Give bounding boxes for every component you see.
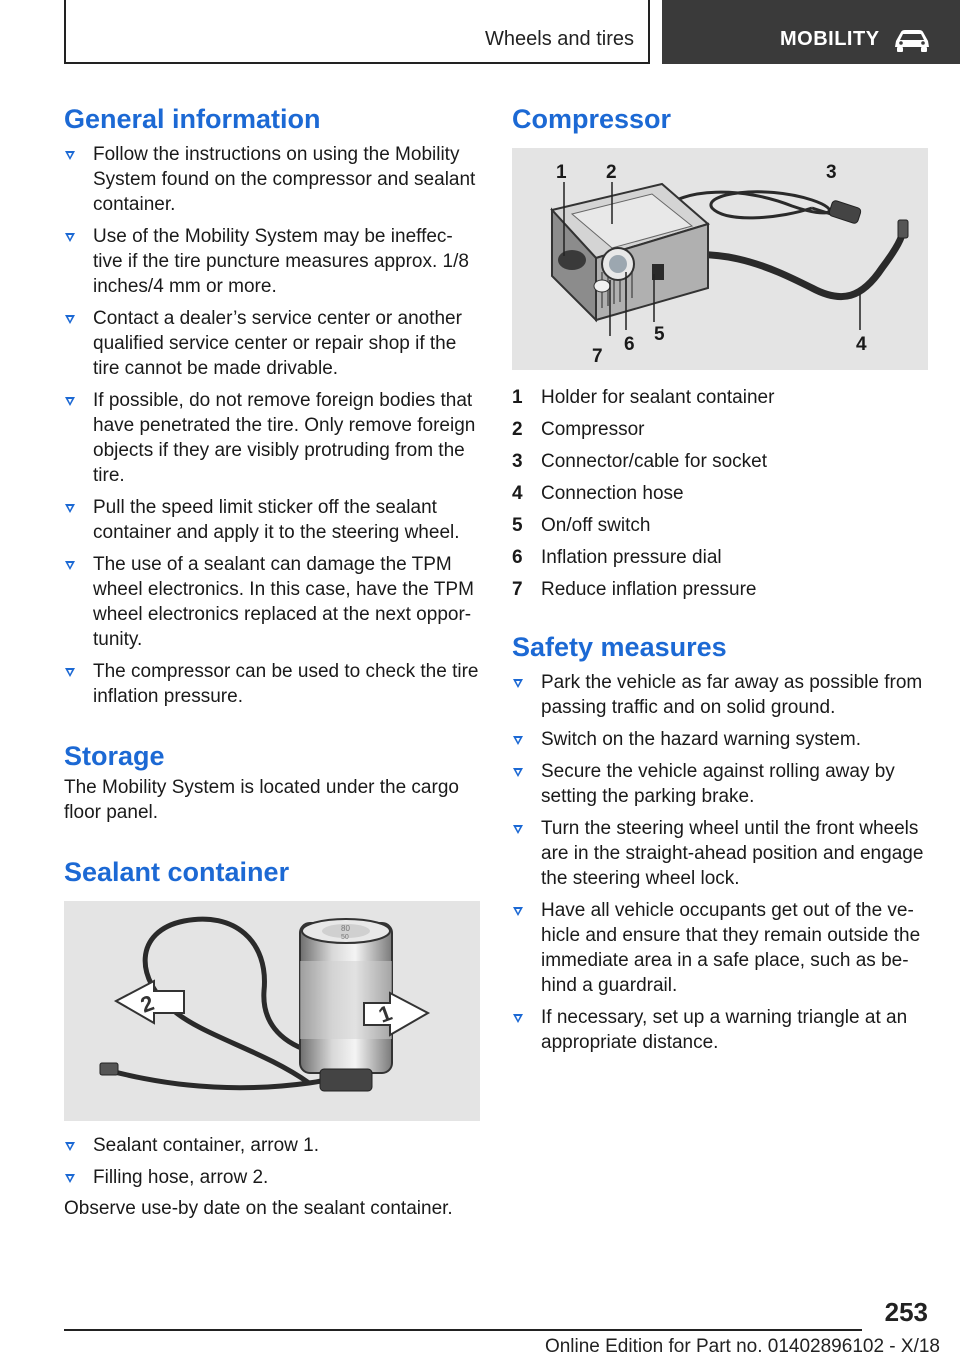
list-item: If possible, do not remove foreign bodies that have penetrated the tire. Only remove foreign objects if they are visibly protruding from the tire. — [64, 388, 480, 488]
legend-row: 3 Connector/cable for socket — [512, 451, 768, 472]
compressor-heading: Compressor — [512, 104, 672, 134]
left-column — [64, 100, 480, 1221]
compressor-figure-label-1: 1 — [556, 162, 567, 183]
general-information-list — [64, 142, 480, 709]
list-item: Use of the Mobility System may be ineffec-tive if the tire puncture measures approx. 1/8 inches/4 mm or more. — [64, 224, 480, 299]
bullet-triangle-icon — [65, 561, 75, 570]
bullet-triangle-icon — [65, 668, 75, 677]
figure-label-1: 1 — [375, 1000, 396, 1028]
car-icon — [892, 27, 932, 53]
page-number: 253 — [884, 1297, 928, 1327]
sealant-container-list — [64, 1133, 480, 1190]
bullet-triangle-icon — [65, 397, 75, 406]
compressor-figure-label-6: 6 — [624, 334, 635, 355]
header-chapter-tab — [662, 0, 960, 64]
legend-row: 2 Compressor — [512, 419, 645, 440]
list-item: Switch on the hazard warning system. — [512, 727, 928, 752]
can-label-top: 80 — [341, 924, 350, 933]
right-column — [512, 100, 928, 1055]
legend-row: 4 Connection hose — [512, 483, 684, 504]
bullet-triangle-icon — [65, 233, 75, 242]
compressor-legend — [512, 382, 774, 606]
list-item: The use of a sealant can damage the TPM wheel electronics. In this case, have the TPM wheel electronics replaced at the next oppor-tunity. — [64, 552, 480, 652]
storage-heading: Storage — [64, 741, 165, 771]
legend-row: 7 Reduce inflation pressure — [512, 579, 757, 600]
bullet-triangle-icon — [65, 151, 75, 160]
compressor-figure-label-7: 7 — [592, 346, 603, 367]
compressor-figure-label-4: 4 — [856, 334, 867, 355]
bullet-triangle-icon — [513, 1014, 523, 1023]
section-title: Wheels and tires — [485, 28, 634, 50]
bullet-triangle-icon — [65, 1174, 75, 1183]
list-item: The compressor can be used to check the tire inflation pressure. — [64, 659, 480, 709]
footer-edition: Online Edition for Part no. 01402896102 - X/18 — [544, 1336, 940, 1357]
compressor-figure — [512, 148, 928, 370]
figure-label-2: 2 — [137, 990, 158, 1018]
list-item: Follow the instructions on using the Mobility System found on the compressor and sealant container. — [64, 142, 480, 217]
sealant-container-figure — [64, 901, 480, 1121]
list-item: If necessary, set up a warning triangle at an appropriate distance. — [512, 1005, 928, 1055]
sealant-container-illustration — [64, 901, 480, 1121]
list-item: Pull the speed limit sticker off the sealant container and apply it to the steering wheel. — [64, 495, 480, 545]
bullet-triangle-icon — [65, 504, 75, 513]
list-item: Have all vehicle occupants get out of the ve-hicle and ensure that they remain outside the immediate area in a safe place, such as be-hind a guardrail. — [512, 898, 928, 998]
sealant-container-heading: Sealant container — [64, 857, 290, 887]
footer-divider — [64, 1329, 862, 1331]
bullet-triangle-icon — [65, 315, 75, 324]
can-label-bottom: 50 — [341, 934, 349, 941]
list-item: Contact a dealer’s service center or another qualified service center or repair shop if the tire cannot be made drivable. — [64, 306, 480, 381]
compressor-figure-label-5: 5 — [654, 324, 665, 345]
list-item: Park the vehicle as far away as possible from passing traffic and on solid ground. — [512, 670, 928, 720]
safety-measures-list — [512, 670, 928, 1055]
bullet-triangle-icon — [513, 907, 523, 916]
bullet-triangle-icon — [513, 736, 523, 745]
bullet-triangle-icon — [513, 768, 523, 777]
list-item: Sealant container, arrow 1. — [64, 1133, 480, 1158]
compressor-figure-label-2: 2 — [606, 162, 617, 183]
storage-text: The Mobility System is located under the cargo floor panel. — [64, 777, 459, 823]
legend-row: 1 Holder for sealant container — [512, 387, 775, 408]
compressor-illustration — [512, 148, 928, 370]
chapter-title: MOBILITY — [780, 28, 880, 50]
sealant-note: Observe use-by date on the sealant container. — [64, 1198, 453, 1219]
safety-measures-heading: Safety measures — [512, 632, 727, 662]
list-item: Turn the steering wheel until the front wheels are in the straight-ahead position and engage the steering wheel lock. — [512, 816, 928, 891]
bullet-triangle-icon — [513, 825, 523, 834]
bullet-triangle-icon — [513, 679, 523, 688]
general-information-heading: General information — [64, 104, 321, 134]
list-item: Secure the vehicle against rolling away by setting the parking brake. — [512, 759, 928, 809]
legend-row: 5 On/off switch — [512, 515, 651, 536]
list-item: Filling hose, arrow 2. — [64, 1165, 480, 1190]
legend-row: 6 Inflation pressure dial — [512, 547, 722, 568]
compressor-figure-label-3: 3 — [826, 162, 837, 183]
header-section-tab — [64, 0, 650, 64]
bullet-triangle-icon — [65, 1142, 75, 1151]
